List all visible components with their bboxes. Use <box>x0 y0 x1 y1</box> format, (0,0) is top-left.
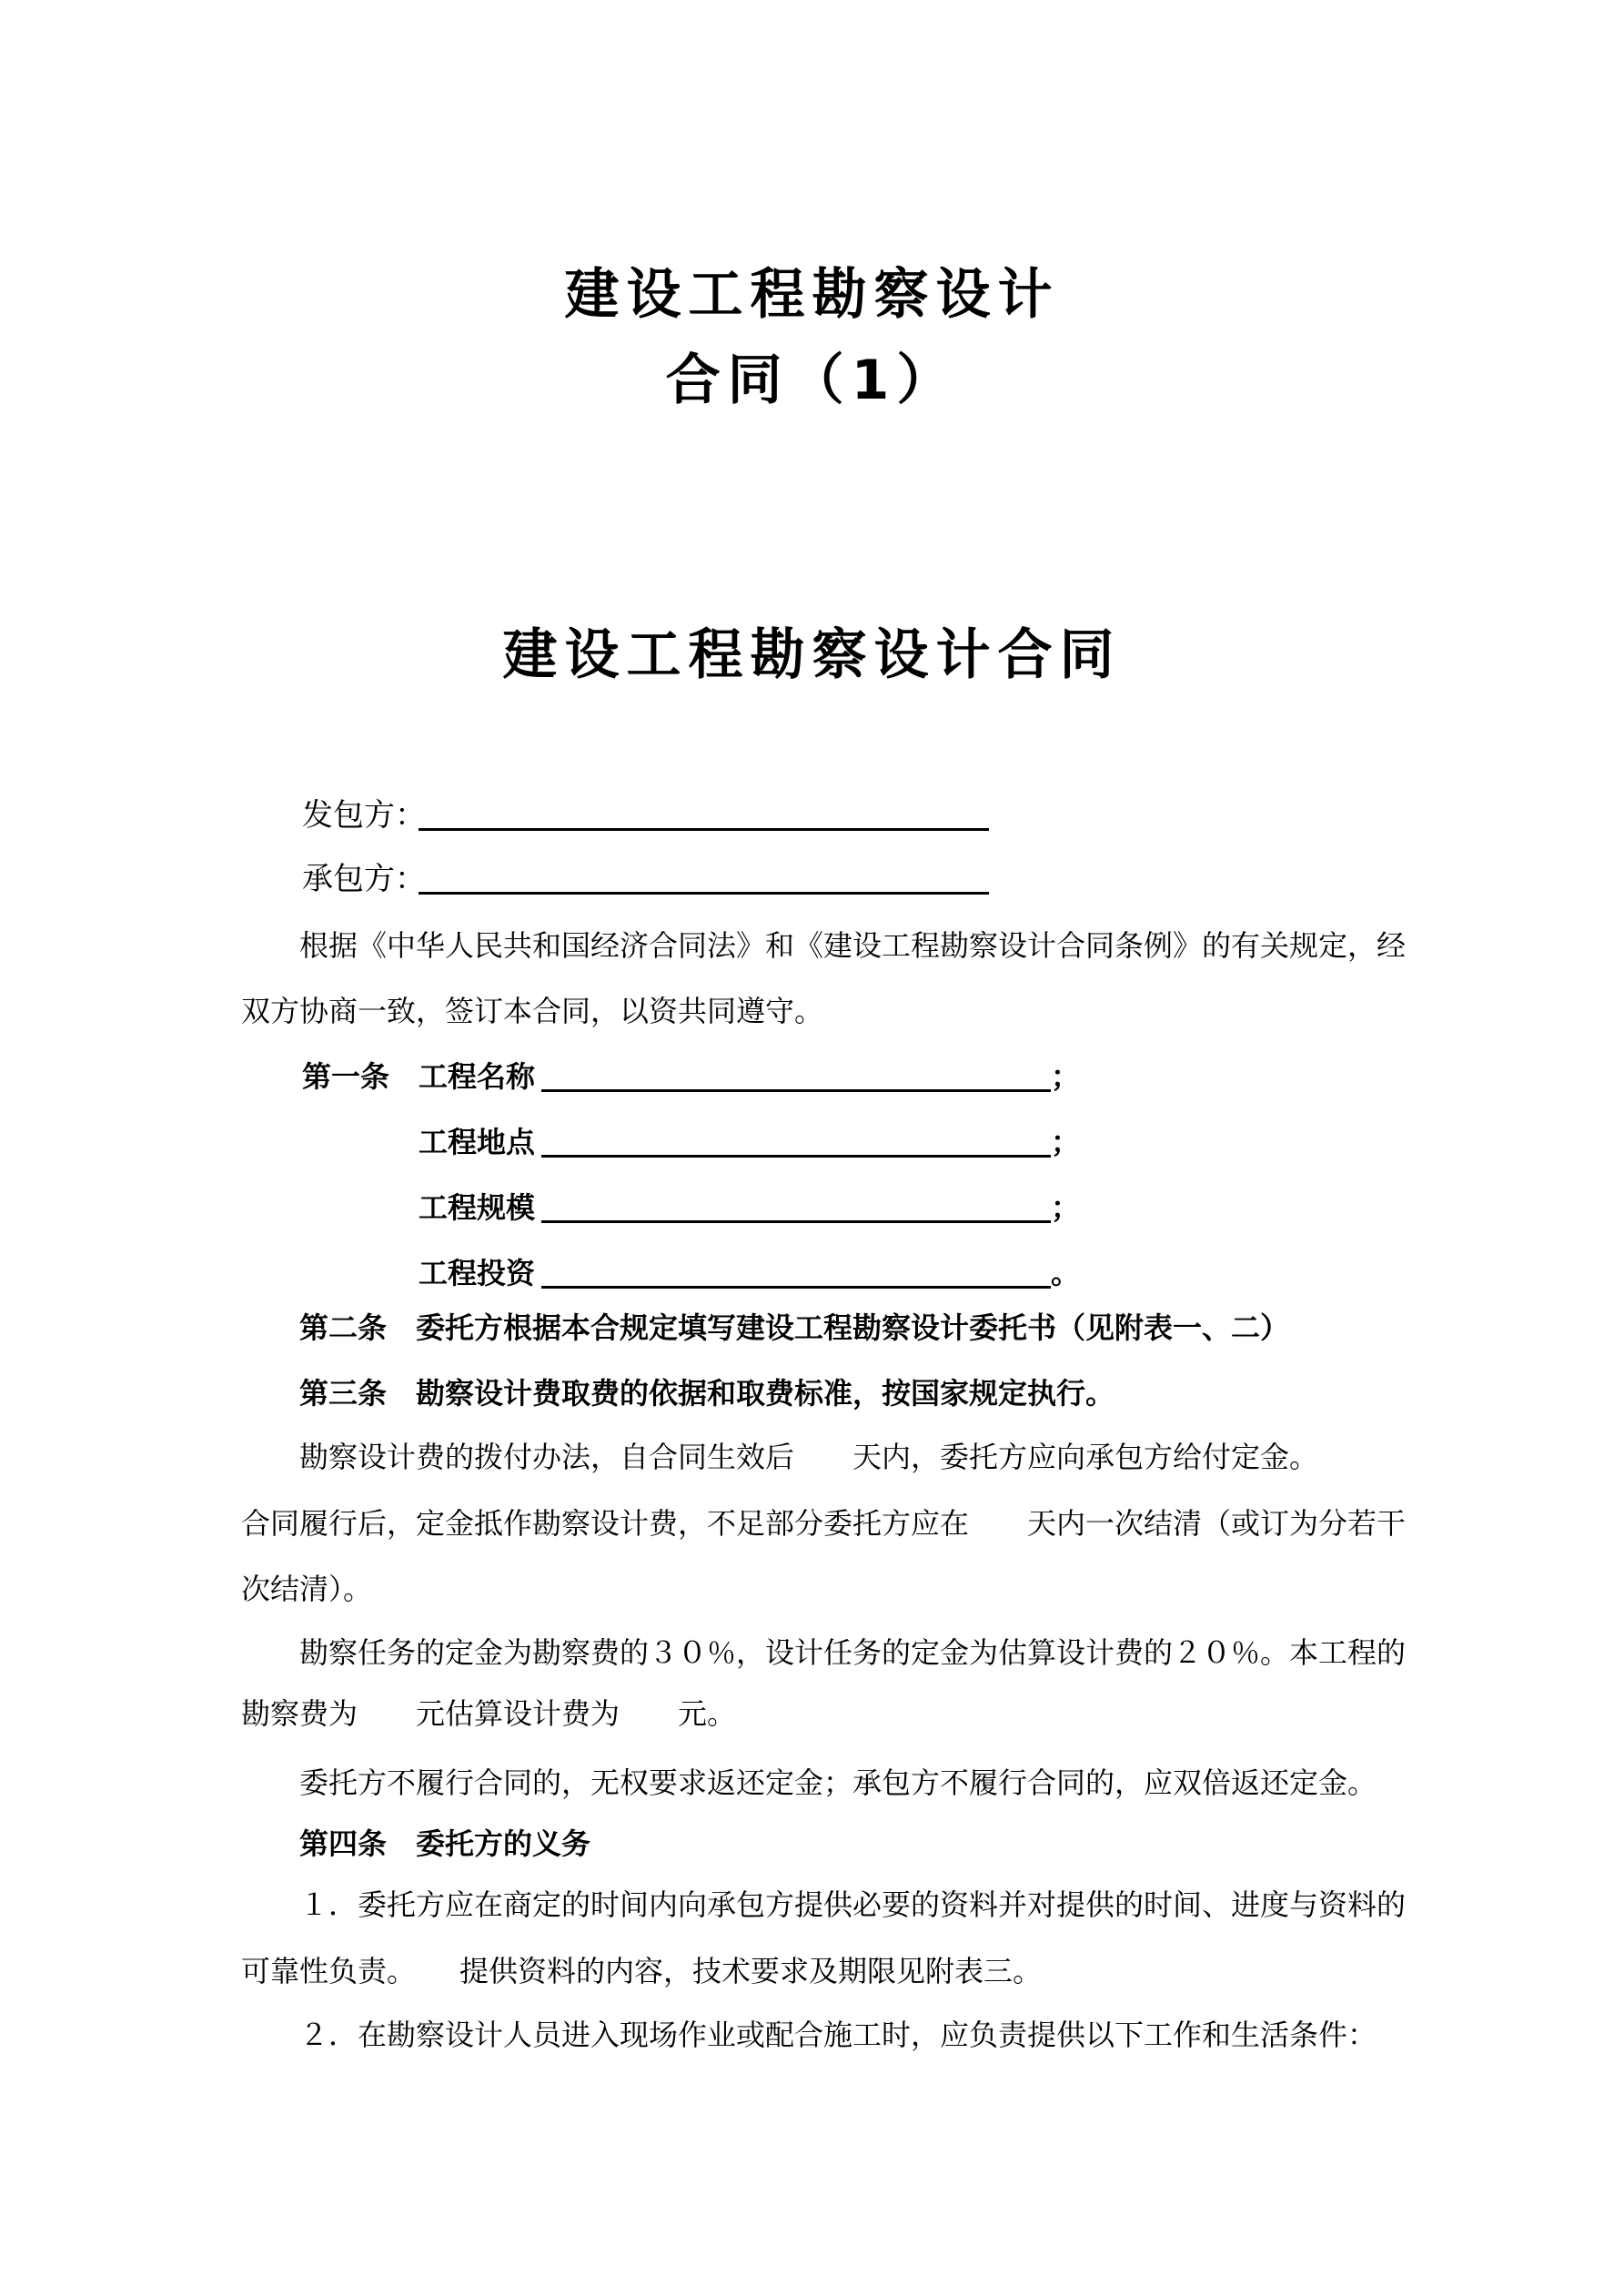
intro-line-2: 双方协商一致，签订本合同，以资共同遵守。 <box>241 994 824 1028</box>
employer-row <box>302 794 989 837</box>
payment-line-1: 勘察设计费的拨付办法，自合同生效后 天内，委托方应向承包方给付定金。 <box>299 1440 1319 1474</box>
deposit-line-1: 勘察任务的定金为勘察费的３０％，设计任务的定金为估算设计费的２０％。本工程的 <box>299 1635 1407 1670</box>
clause1-name-row <box>302 1044 1080 1109</box>
clause1-place-row <box>419 1109 1080 1175</box>
duty1-line-1: １．委托方应在商定的时间内向承包方提供必要的资料并对提供的时间、进度与资料的 <box>299 1887 1407 1922</box>
breach-line: 委托方不履行合同的，无权要求返还定金；承包方不履行合同的，应双倍返还定金。 <box>299 1765 1377 1800</box>
project-scale-label: 工程规模 <box>419 1190 536 1225</box>
duty1-line-2: 可靠性负责。 提供资料的内容，技术要求及期限见附表三。 <box>241 1954 1043 1988</box>
duty2-line-1: ２．在勘察设计人员进入现场作业或配合施工时，应负责提供以下工作和生活条件： <box>299 2018 1377 2052</box>
clause1-number: 第一条 <box>302 1059 390 1094</box>
deposit-line-2: 勘察费为 元估算设计费为 元。 <box>241 1696 737 1731</box>
project-investment-fill-blank <box>541 1255 1051 1289</box>
project-investment-label: 工程投资 <box>419 1256 536 1290</box>
clause2-heading: 第二条 委托方根据本合规定填写建设工程勘察设计委托书（见附表一、二） <box>299 1310 1290 1345</box>
project-place-punct: ； <box>1051 1125 1081 1159</box>
project-name-label: 工程名称 <box>419 1059 536 1094</box>
payment-line-2: 合同履行后，定金抵作勘察设计费，不足部分委托方应在 天内一次结清（或订为分若干 <box>241 1506 1407 1541</box>
project-place-fill-blank <box>541 1124 1051 1158</box>
cover-title-line1: 建设工程勘察设计 <box>564 263 1060 327</box>
clause3-heading: 第三条 勘察设计费取费的依据和取费标准，按国家规定执行。 <box>299 1376 1115 1411</box>
project-name-fill-blank <box>541 1058 1051 1092</box>
project-investment-punct: 。 <box>1051 1256 1081 1290</box>
employer-fill-blank <box>419 795 989 831</box>
cover-title-line2: 合同（1） <box>665 349 959 412</box>
project-scale-punct: ； <box>1051 1190 1081 1225</box>
project-scale-fill-blank <box>541 1189 1051 1223</box>
intro-line-1: 根据《中华人民共和国经济合同法》和《建设工程勘察设计合同条例》的有关规定，经 <box>299 928 1407 963</box>
contractor-row <box>302 857 989 901</box>
contractor-fill-blank <box>419 859 989 895</box>
clause1-scale-row <box>419 1175 1080 1240</box>
payment-line-3: 次结清）。 <box>241 1572 373 1606</box>
project-place-label: 工程地点 <box>419 1125 536 1159</box>
employer-label: 发包方： <box>302 797 426 834</box>
contractor-label: 承包方： <box>302 861 426 897</box>
project-name-punct: ； <box>1051 1059 1081 1094</box>
clause4-heading: 第四条 委托方的义务 <box>299 1826 591 1861</box>
main-title: 建设工程勘察设计合同 <box>502 623 1122 687</box>
